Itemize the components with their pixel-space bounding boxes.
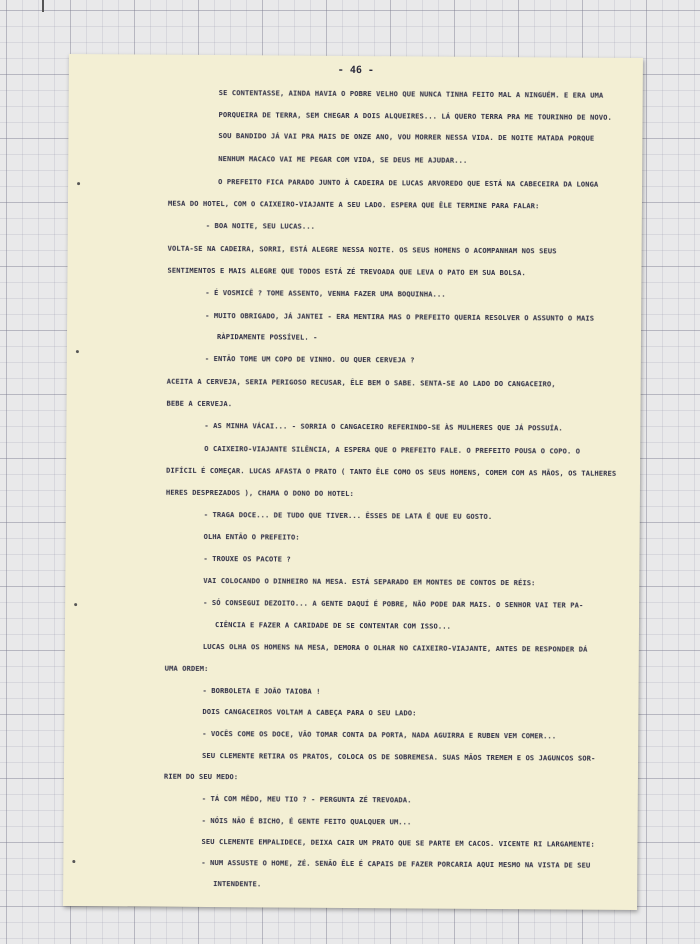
margin-mark xyxy=(77,182,80,185)
text-line: INTENDENTE. xyxy=(213,879,262,889)
text-line: DOIS CANGACEIROS VOLTAM A CABEÇA PARA O SEU LADO: xyxy=(202,706,417,718)
text-line: - ENTÃO TOME UM COPO DE VINHO. OU QUER CERVEJA ? xyxy=(204,353,415,365)
text-line: UMA ORDEM: xyxy=(164,663,209,673)
text-line: - BORBOLETA E JOÃO TAIOBA ! xyxy=(202,685,321,696)
text-line: - BOA NOITE, SEU LUCAS... xyxy=(205,220,316,231)
text-line: SE CONTENTASSE, AINDA HAVIA O POBRE VELHO QUE NUNCA TINHA FEITO MAL A NINGUÉM. E ERA UMA xyxy=(218,88,604,100)
text-line: MESA DO HOTEL, COM O CAIXEIRO-VIAJANTE A SEU LADO. ESPERA QUE ÊLE TERMINE PARA FALAR: xyxy=(167,198,540,211)
text-line: OLHA ENTÃO O PREFEITO: xyxy=(203,531,300,542)
text-line: NENHUM MACACO VAI ME PEGAR COM VIDA, SE DEUS ME AJUDAR... xyxy=(218,154,468,165)
text-line: O CAIXEIRO-VIAJANTE SILÊNCIA, A ESPERA QUE O PREFEITO FALE. O PREFEITO POUSA O COPO. O xyxy=(204,443,581,456)
text-line: - TRAGA DOCE... DE TUDO QUE TIVER... ÊSSES DE LATA É QUE EU GOSTO. xyxy=(203,509,493,521)
margin-mark xyxy=(74,603,77,606)
text-line: LUCAS OLHA OS HOMENS NA MESA, DEMORA O OLHAR NO CAIXEIRO-VIAJANTE, ANTES DE RESPONDER DÁ xyxy=(202,641,588,654)
text-line: - MUITO OBRIGADO, JÁ JANTEI - ERA MENTIRA MAS O PREFEITO QUERIA RESOLVER O ASSUNTO O MAIS xyxy=(205,310,595,323)
text-line: SOU BANDIDO JÁ VAI PRA MAIS DE ONZE ANO, VOU MORRER NESSA VIDA. DE NOITE MATADA PORQUE xyxy=(218,131,595,143)
text-line: VOLTA-SE NA CADEIRA, SORRI, ESTÁ ALEGRE NESSA NOITE. OS SEUS HOMENS O ACOMPANHAM NOS SEUS xyxy=(167,243,557,256)
text-line: VAI COLOCANDO O DINHEIRO NA MESA. ESTÁ SEPARADO EM MONTES DE CONTOS DE RÉIS: xyxy=(203,575,536,588)
text-line: DIFÍCIL É COMEÇAR. LUCAS AFASTA O PRATO ( TANTO ÊLE COMO OS SEUS HOMENS, COMEM COM AS MÃOS, OS TALHERES xyxy=(166,465,617,478)
text-line: - NUM ASSUSTE O HOME, ZÉ. SENÃO ÊLE É CAPAIS DE FAZER PORCARIA AQUI MESMO NA VISTA DE SEU xyxy=(201,857,591,870)
text-line: - TÁ COM MÊDO, MEU TIO ? - PERGUNTA ZÉ TREVOADA. xyxy=(201,793,412,805)
text-line: HERES DESPREZADOS ), CHAMA O DONO DO HOTEL: xyxy=(165,487,354,499)
text-line: SENTIMENTOS E MAIS ALEGRE QUE TODOS ESTÁ ZÉ TREVOADA QUE LEVA O PATO EM SUA BOLSA. xyxy=(167,265,526,278)
text-line: - VOCÊS COME OS DOCE, VÃO TOMAR CONTA DA PORTA, NADA AGUIRRA E RUBEN VEM COMER... xyxy=(202,728,557,741)
text-line: - AS MINHA VÁCAI... - SORRIA O CANGACEIRO REFERINDO-SE ÀS MULHERES QUE JÁ POSSUÍA. xyxy=(204,420,563,433)
text-line: O PREFEITO FICA PARADO JUNTO À CADEIRA DE LUCAS ARVOREDO QUE ESTÁ NA CABECEIRA DA LONGA xyxy=(218,177,599,189)
text-line: PORQUEIRA DE TERRA, SEM CHEGAR A DOIS ALQUEIRES... LÁ QUERO TERRA PRA ME TOURINHO DE NOVO. xyxy=(218,110,612,122)
grid-edge-mark xyxy=(42,0,44,12)
text-line: BEBE A CERVEJA. xyxy=(166,398,233,409)
text-line: CIÊNCIA E FAZER A CARIDADE DE SE CONTENTAR COM ISSO... xyxy=(214,620,452,631)
text-line: SEU CLEMENTE EMPALIDECE, DEIXA CAIR UM PRATO QUE SE PARTE EM CACOS. VICENTE RI LARGAMENTE: xyxy=(201,836,595,849)
margin-mark xyxy=(72,860,75,863)
page-number: - 46 - xyxy=(337,64,374,77)
text-line: - SÓ CONSEGUI DEZOITO... A GENTE DAQUÍ É POBRE, NÃO PODE DAR MAIS. O SENHOR VAI TER PA- xyxy=(203,597,584,610)
typewritten-page xyxy=(63,54,643,910)
text-line: - É VOSMICÊ ? TOME ASSENTO, VENHA FAZER UMA BOQUINHA... xyxy=(205,287,446,299)
text-line: RIEM DO SEU MEDO: xyxy=(163,771,239,782)
text-line: SEU CLEMENTE RETIRA OS PRATOS, COLOCA OS DE SOBREMESA. SUAS MÃOS TREMEM E OS JAGUNCOS SOR- xyxy=(202,750,596,763)
text-line: - NÓIS NÃO É BICHO, É GENTE FEITO QUALQUER UM... xyxy=(201,815,412,827)
text-line: ACEITA A CERVEJA, SERIA PERIGOSO RECUSAR, ÊLE BEM O SABE. SENTA-SE AO LADO DO CANGACEIRO, xyxy=(166,376,556,389)
text-line: RÀPIDAMENTE POSSÍVEL. - xyxy=(216,332,318,342)
margin-mark xyxy=(76,350,79,353)
text-line: - TROUXE OS PACOTE ? xyxy=(203,553,291,564)
